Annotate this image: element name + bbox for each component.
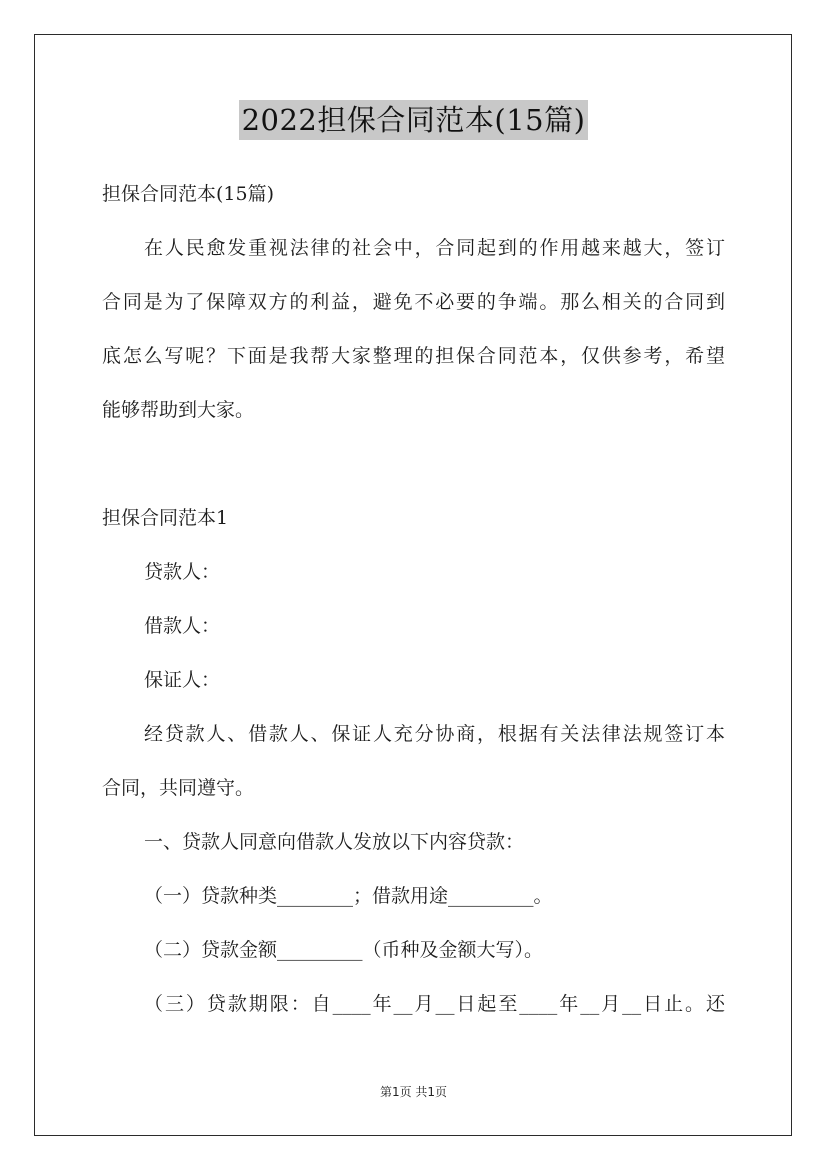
item-loan-term: （三）贷款期限：自____年__月__日起至____年__月__日止。还 <box>144 993 725 1015</box>
intro-line-1: 在人民愈发重视法律的社会中，合同起到的作用越来越大，签订 <box>144 237 725 259</box>
guarantor-label: 保证人： <box>144 669 221 691</box>
agreement-line-1: 经贷款人、借款人、保证人充分协商，根据有关法律法规签订本 <box>144 723 725 745</box>
section-heading: 担保合同范本1 <box>102 507 229 529</box>
item-loan-amount: （二）贷款金额_________（币种及金额大写）。 <box>144 939 544 961</box>
page-footer: 第1页 共1页 <box>379 1085 448 1099</box>
agreement-line-2: 合同，共同遵守。 <box>102 777 255 799</box>
lender-label: 贷款人： <box>144 561 221 583</box>
intro-line-3: 底怎么写呢？下面是我帮大家整理的担保合同范本，仅供参考，希望 <box>102 345 725 367</box>
document-title: 2022担保合同范本(15篇) <box>239 100 589 140</box>
title-container <box>0 100 827 140</box>
intro-line-4: 能够帮助到大家。 <box>102 399 255 421</box>
item-loan-type: （一）贷款种类________；借款用途_________。 <box>144 885 553 907</box>
document-subtitle: 担保合同范本(15篇) <box>102 183 275 205</box>
clause-one: 一、贷款人同意向借款人发放以下内容贷款： <box>144 831 525 853</box>
intro-line-2: 合同是为了保障双方的利益，避免不必要的争端。那么相关的合同到 <box>102 291 725 313</box>
borrower-label: 借款人： <box>144 615 221 637</box>
